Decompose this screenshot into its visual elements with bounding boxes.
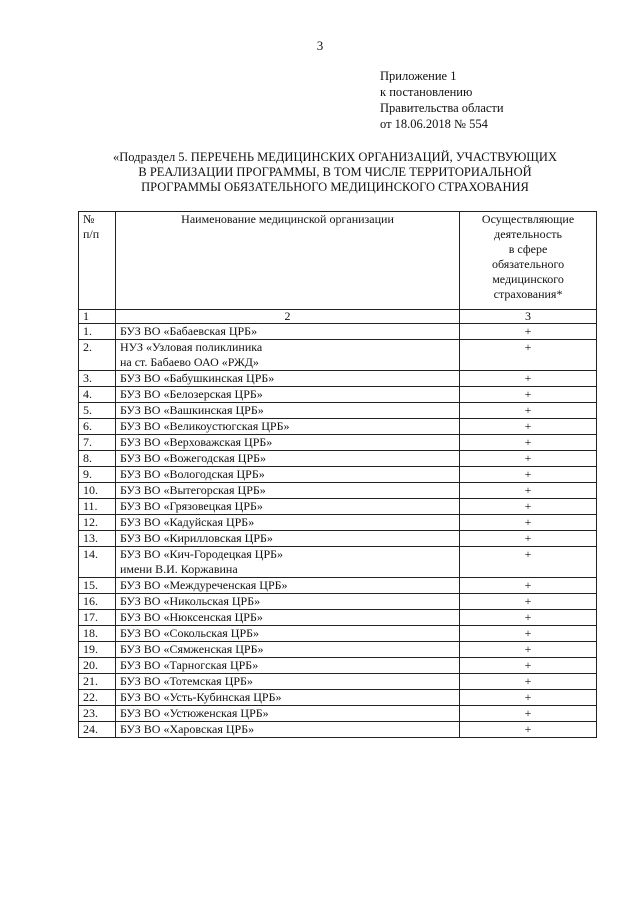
organization-name-line: БУЗ ВО «Верховажская ЦРБ» (119, 435, 273, 449)
organization-name-line: БУЗ ВО «Тотемская ЦРБ» (119, 674, 253, 688)
appendix-date-number: от 18.06.2018 № 554 (380, 117, 488, 131)
organization-name-line: БУЗ ВО «Сокольская ЦРБ» (119, 626, 260, 640)
organization-name-line: БУЗ ВО «Вожегодская ЦРБ» (119, 451, 267, 465)
organization-name-line: БУЗ ВО «Усть-Кубинская ЦРБ» (119, 690, 282, 704)
organization-name (115, 531, 459, 547)
table-row (79, 578, 597, 594)
row-number: 14. (79, 547, 116, 578)
row-number: 18. (79, 626, 116, 642)
table-row (79, 435, 597, 451)
organization-name-line: НУЗ «Узловая поликлиника (119, 340, 263, 354)
table-row (79, 547, 597, 578)
row-number: 13. (79, 531, 116, 547)
table-row (79, 340, 597, 371)
oms-participation-mark: + (460, 531, 597, 547)
table-row (79, 515, 597, 531)
section-title (75, 150, 595, 195)
organization-name-line: БУЗ ВО «Сямженская ЦРБ» (119, 642, 264, 656)
oms-participation-mark: + (460, 626, 597, 642)
oms-participation-mark: + (460, 706, 597, 722)
organization-name (115, 387, 459, 403)
oms-participation-mark: + (460, 610, 597, 626)
organization-name-line: БУЗ ВО «Белозерская ЦРБ» (119, 387, 263, 401)
row-number: 4. (79, 387, 116, 403)
row-number: 11. (79, 499, 116, 515)
organization-name-line: БУЗ ВО «Никольская ЦРБ» (119, 594, 261, 608)
oms-participation-mark: + (460, 547, 597, 578)
oms-participation-mark: + (460, 467, 597, 483)
oms-participation-mark: + (460, 499, 597, 515)
table-row (79, 610, 597, 626)
table-row (79, 467, 597, 483)
appendix-block (380, 68, 504, 132)
oms-participation-mark: + (460, 658, 597, 674)
row-number: 8. (79, 451, 116, 467)
organization-name-line: БУЗ ВО «Грязовецкая ЦРБ» (119, 499, 263, 513)
row-number: 6. (79, 419, 116, 435)
header-number (79, 212, 116, 310)
row-number: 24. (79, 722, 116, 738)
oms-participation-mark: + (460, 594, 597, 610)
organization-name (115, 371, 459, 387)
organization-name (115, 578, 459, 594)
header-organization-name: Наименование медицинской организации (115, 212, 459, 310)
table-row (79, 594, 597, 610)
organization-name (115, 340, 459, 371)
organization-name (115, 642, 459, 658)
oms-participation-mark: + (460, 483, 597, 499)
organization-name (115, 594, 459, 610)
oms-participation-mark: + (460, 387, 597, 403)
medical-organizations-table (78, 211, 597, 738)
appendix-issuer: Правительства области (380, 101, 504, 115)
organization-name-line: БУЗ ВО «Кирилловская ЦРБ» (119, 531, 273, 545)
organization-name-line: БУЗ ВО «Бабушкинская ЦРБ» (119, 371, 275, 385)
organization-name (115, 324, 459, 340)
organization-name (115, 690, 459, 706)
organization-name (115, 499, 459, 515)
organization-name-line: на ст. Бабаево ОАО «РЖД» (119, 355, 259, 369)
oms-participation-mark: + (460, 324, 597, 340)
table-row (79, 483, 597, 499)
table-row (79, 324, 597, 340)
table-row (79, 674, 597, 690)
header-oms-line: деятельность (494, 227, 562, 241)
table-row (79, 690, 597, 706)
appendix-reference: к постановлению (380, 85, 473, 99)
header-number-line: № (83, 212, 95, 226)
oms-participation-mark: + (460, 722, 597, 738)
section-title-line: ПРОГРАММЫ ОБЯЗАТЕЛЬНОГО МЕДИЦИНСКОГО СТРАХОВАНИЯ (141, 180, 529, 194)
organization-name (115, 674, 459, 690)
appendix-title: Приложение 1 (380, 69, 457, 83)
oms-participation-mark: + (460, 674, 597, 690)
organization-name-line: БУЗ ВО «Кадуйская ЦРБ» (119, 515, 255, 529)
organization-name (115, 706, 459, 722)
row-number: 2. (79, 340, 116, 371)
row-number: 1. (79, 324, 116, 340)
organization-name (115, 722, 459, 738)
oms-participation-mark: + (460, 515, 597, 531)
table-row (79, 658, 597, 674)
oms-participation-mark: + (460, 340, 597, 371)
table-row (79, 419, 597, 435)
organization-name (115, 658, 459, 674)
row-number: 3. (79, 371, 116, 387)
oms-participation-mark: + (460, 451, 597, 467)
section-title-line: В РЕАЛИЗАЦИИ ПРОГРАММЫ, В ТОМ ЧИСЛЕ ТЕРРИТОРИАЛЬНОЙ (138, 165, 532, 179)
page-number: 3 (316, 38, 324, 53)
organization-name-line: БУЗ ВО «Вашкинская ЦРБ» (119, 403, 264, 417)
table-row (79, 642, 597, 658)
organization-name (115, 467, 459, 483)
organization-name (115, 403, 459, 419)
table-row (79, 722, 597, 738)
oms-participation-mark: + (460, 419, 597, 435)
organization-name (115, 419, 459, 435)
row-number: 19. (79, 642, 116, 658)
row-number: 16. (79, 594, 116, 610)
row-number: 23. (79, 706, 116, 722)
header-oms-activity (460, 212, 597, 310)
organization-name (115, 610, 459, 626)
organization-name-line: БУЗ ВО «Харовская ЦРБ» (119, 722, 255, 736)
column-index: 2 (115, 310, 459, 324)
row-number: 20. (79, 658, 116, 674)
organization-name (115, 626, 459, 642)
row-number: 15. (79, 578, 116, 594)
organization-name (115, 483, 459, 499)
organization-name-line: БУЗ ВО «Бабаевская ЦРБ» (119, 324, 258, 338)
column-index: 1 (79, 310, 116, 324)
row-number: 22. (79, 690, 116, 706)
header-oms-line: обязательного (491, 257, 565, 271)
section-title-line: «Подраздел 5. ПЕРЕЧЕНЬ МЕДИЦИНСКИХ ОРГАНИЗАЦИЙ, УЧАСТВУЮЩИХ (113, 150, 557, 164)
oms-participation-mark: + (460, 403, 597, 419)
table-row (79, 531, 597, 547)
organization-name (115, 547, 459, 578)
organization-name (115, 451, 459, 467)
organization-name-line: БУЗ ВО «Вытегорская ЦРБ» (119, 483, 266, 497)
row-number: 7. (79, 435, 116, 451)
organization-name-line: БУЗ ВО «Междуреченская ЦРБ» (119, 578, 288, 592)
oms-participation-mark: + (460, 690, 597, 706)
column-index-row (79, 310, 597, 324)
column-index: 3 (460, 310, 597, 324)
table-row (79, 626, 597, 642)
row-number: 5. (79, 403, 116, 419)
table-row (79, 387, 597, 403)
table-row (79, 499, 597, 515)
organization-name (115, 515, 459, 531)
organization-name-line: БУЗ ВО «Великоустюгская ЦРБ» (119, 419, 290, 433)
row-number: 21. (79, 674, 116, 690)
header-oms-line: медицинского (492, 272, 564, 286)
organization-name-line: БУЗ ВО «Кич-Городецкая ЦРБ» (119, 547, 284, 561)
row-number: 9. (79, 467, 116, 483)
table-row (79, 706, 597, 722)
organization-name-line: БУЗ ВО «Тарногская ЦРБ» (119, 658, 259, 672)
header-oms-line: в сфере (508, 242, 548, 256)
table-row (79, 403, 597, 419)
table-row (79, 371, 597, 387)
header-number-line: п/п (83, 227, 100, 241)
oms-participation-mark: + (460, 435, 597, 451)
organization-name-line: имени В.И. Коржавина (119, 562, 238, 576)
oms-participation-mark: + (460, 642, 597, 658)
organization-name (115, 435, 459, 451)
header-oms-line: Осуществляющие (481, 212, 575, 226)
oms-participation-mark: + (460, 578, 597, 594)
table-header-row (79, 212, 597, 310)
organization-name-line: БУЗ ВО «Нюксенская ЦРБ» (119, 610, 263, 624)
oms-participation-mark: + (460, 371, 597, 387)
row-number: 17. (79, 610, 116, 626)
table-row (79, 451, 597, 467)
organization-name-line: БУЗ ВО «Устюженская ЦРБ» (119, 706, 269, 720)
row-number: 12. (79, 515, 116, 531)
row-number: 10. (79, 483, 116, 499)
organization-name-line: БУЗ ВО «Вологодская ЦРБ» (119, 467, 265, 481)
header-oms-line: страхования* (493, 287, 563, 301)
